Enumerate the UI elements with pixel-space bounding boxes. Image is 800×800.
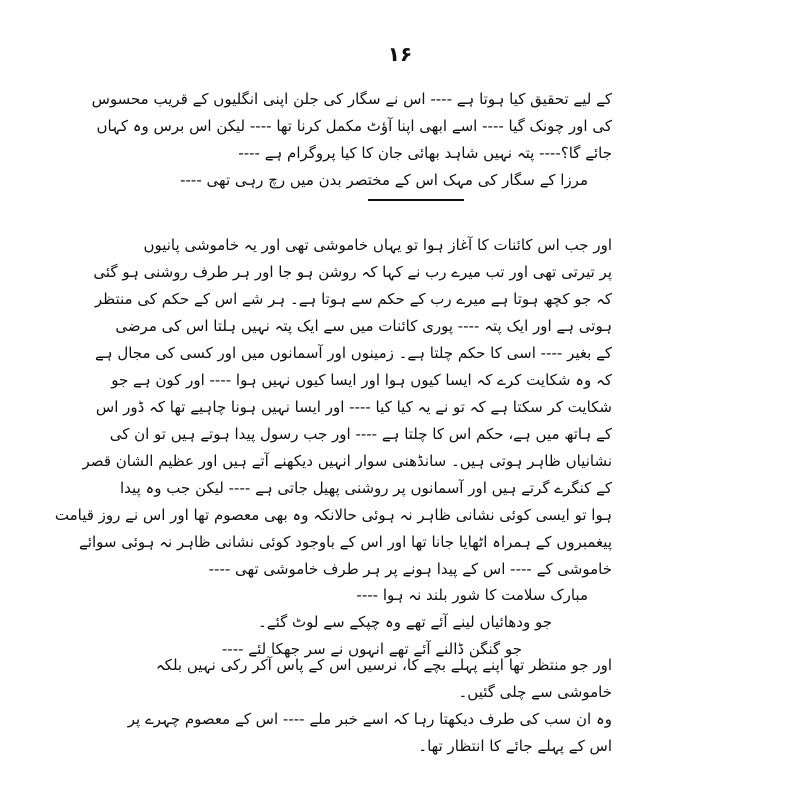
text-line: شکایت کر سکتا ہے کہ تو نے یہ کیا کیا ---- اور ایسا نہیں ہونا چاہیے تھا کہ ڈور اس xyxy=(95,398,612,416)
text-line: خاموشی کے ---- اس کے پیدا ہونے پر ہر طرف خاموشی تھی ---- xyxy=(208,560,612,578)
text-line: کے لیے تحقیق کیا ہوتا ہے ---- اس نے سگار کی جلن اپنی انگلیوں کے قریب محسوس xyxy=(91,90,612,108)
text-line: جائے گا؟---- پتہ نہیں شاہد بھائی جان کا کیا پروگرام ہے ---- xyxy=(238,144,612,162)
text-line: کہ وہ شکایت کرے کہ ایسا کیوں ہوا اور ایسا کیوں نہیں ہوا ---- اور کون ہے جو xyxy=(111,371,612,389)
text-line: اس کے پہلے جائے کا انتظار تھا۔ xyxy=(418,737,612,755)
text-line: پیغمبروں کے ہمراہ اٹھایا جانا تھا اور اس کے باوجود کوئی نشانی ظاہر نہ ہوئی سوائے xyxy=(79,533,612,551)
poem-line: جو گنگن ڈالنے آئے تھے انہوں نے سر جھکا لئے ---- xyxy=(221,640,522,658)
text-line: اور جب اس کائنات کا آغاز ہوا تو یہاں خاموشی تھی اور یہ خاموشی پانیوں xyxy=(143,236,612,254)
page-number: ۱۶ xyxy=(387,42,413,66)
text-line: کے ہاتھ میں ہے، حکم اس کا چلتا ہے ---- اور جب رسول پیدا ہوتے ہیں تو ان کی xyxy=(109,425,612,443)
text-line: ہوا تو ایسی کوئی نشانی ظاہر نہ ہوئی حالانکہ وہ بھی معصوم تھا اور اس نے روز قیامت xyxy=(54,506,612,524)
text-line: ہوتی ہے اور ایک پتہ ---- پوری کائنات میں سے ایک پتہ نہیں ہلتا اس کی مرضی xyxy=(115,317,612,335)
main-paragraph xyxy=(54,232,612,583)
text-line: اور جو منتظر تھا اپنے پہلے بچے کا، نرسیں اس کے پاس آکر رکی نہیں بلکہ xyxy=(155,656,612,674)
poem-line: مبارک سلامت کا شور بلند نہ ہوا ---- xyxy=(356,586,588,604)
text-line: کی اور چونک گیا ---- اسے ابھی اپنا آؤٹ مکمل کرنا تھا ---- لیکن اس برس وہ کہاں xyxy=(96,117,612,135)
text-line: کہ جو کچھ ہوتا ہے میرے رب کے حکم سے ہوتا ہے۔ ہر شے اس کے حکم کی منتظر xyxy=(94,290,612,308)
text-line: کے بغیر ---- اسی کا حکم چلتا ہے۔ زمینوں اور آسمانوں میں اور کسی کی مجال ہے xyxy=(94,344,612,362)
top-paragraph xyxy=(91,86,612,194)
text-line: خاموشی سے چلی گئیں۔ xyxy=(458,683,612,701)
text-line: نشانیاں ظاہر ہوتی ہیں۔ سانڈھنی سوار انہیں دیکھنے آتے ہیں اور عظیم الشان قصر xyxy=(82,452,612,470)
end-paragraph xyxy=(127,652,612,760)
section-separator xyxy=(368,199,464,201)
poem-line: جو ودھائیاں لینے آئے تھے وہ چپکے سے لوٹ گئے۔ xyxy=(258,613,552,631)
poem-lines xyxy=(182,582,612,663)
text-line: مرزا کے سگار کی مہک اس کے مختصر بدن میں رچ رہی تھی ---- xyxy=(180,171,588,189)
text-line: پر تیرتی تھی اور تب میرے رب نے کہا کہ روشن ہو جا اور ہر طرف روشنی ہو گئی xyxy=(93,263,612,281)
text-line: وہ ان سب کی طرف دیکھتا رہا کہ اسے خبر ملے ---- اس کے معصوم چہرے پر xyxy=(127,710,612,728)
text-line: کے کنگرے گرتے ہیں اور آسمانوں پر روشنی پھیل جاتی ہے ---- لیکن جب وہ پیدا xyxy=(120,479,612,497)
